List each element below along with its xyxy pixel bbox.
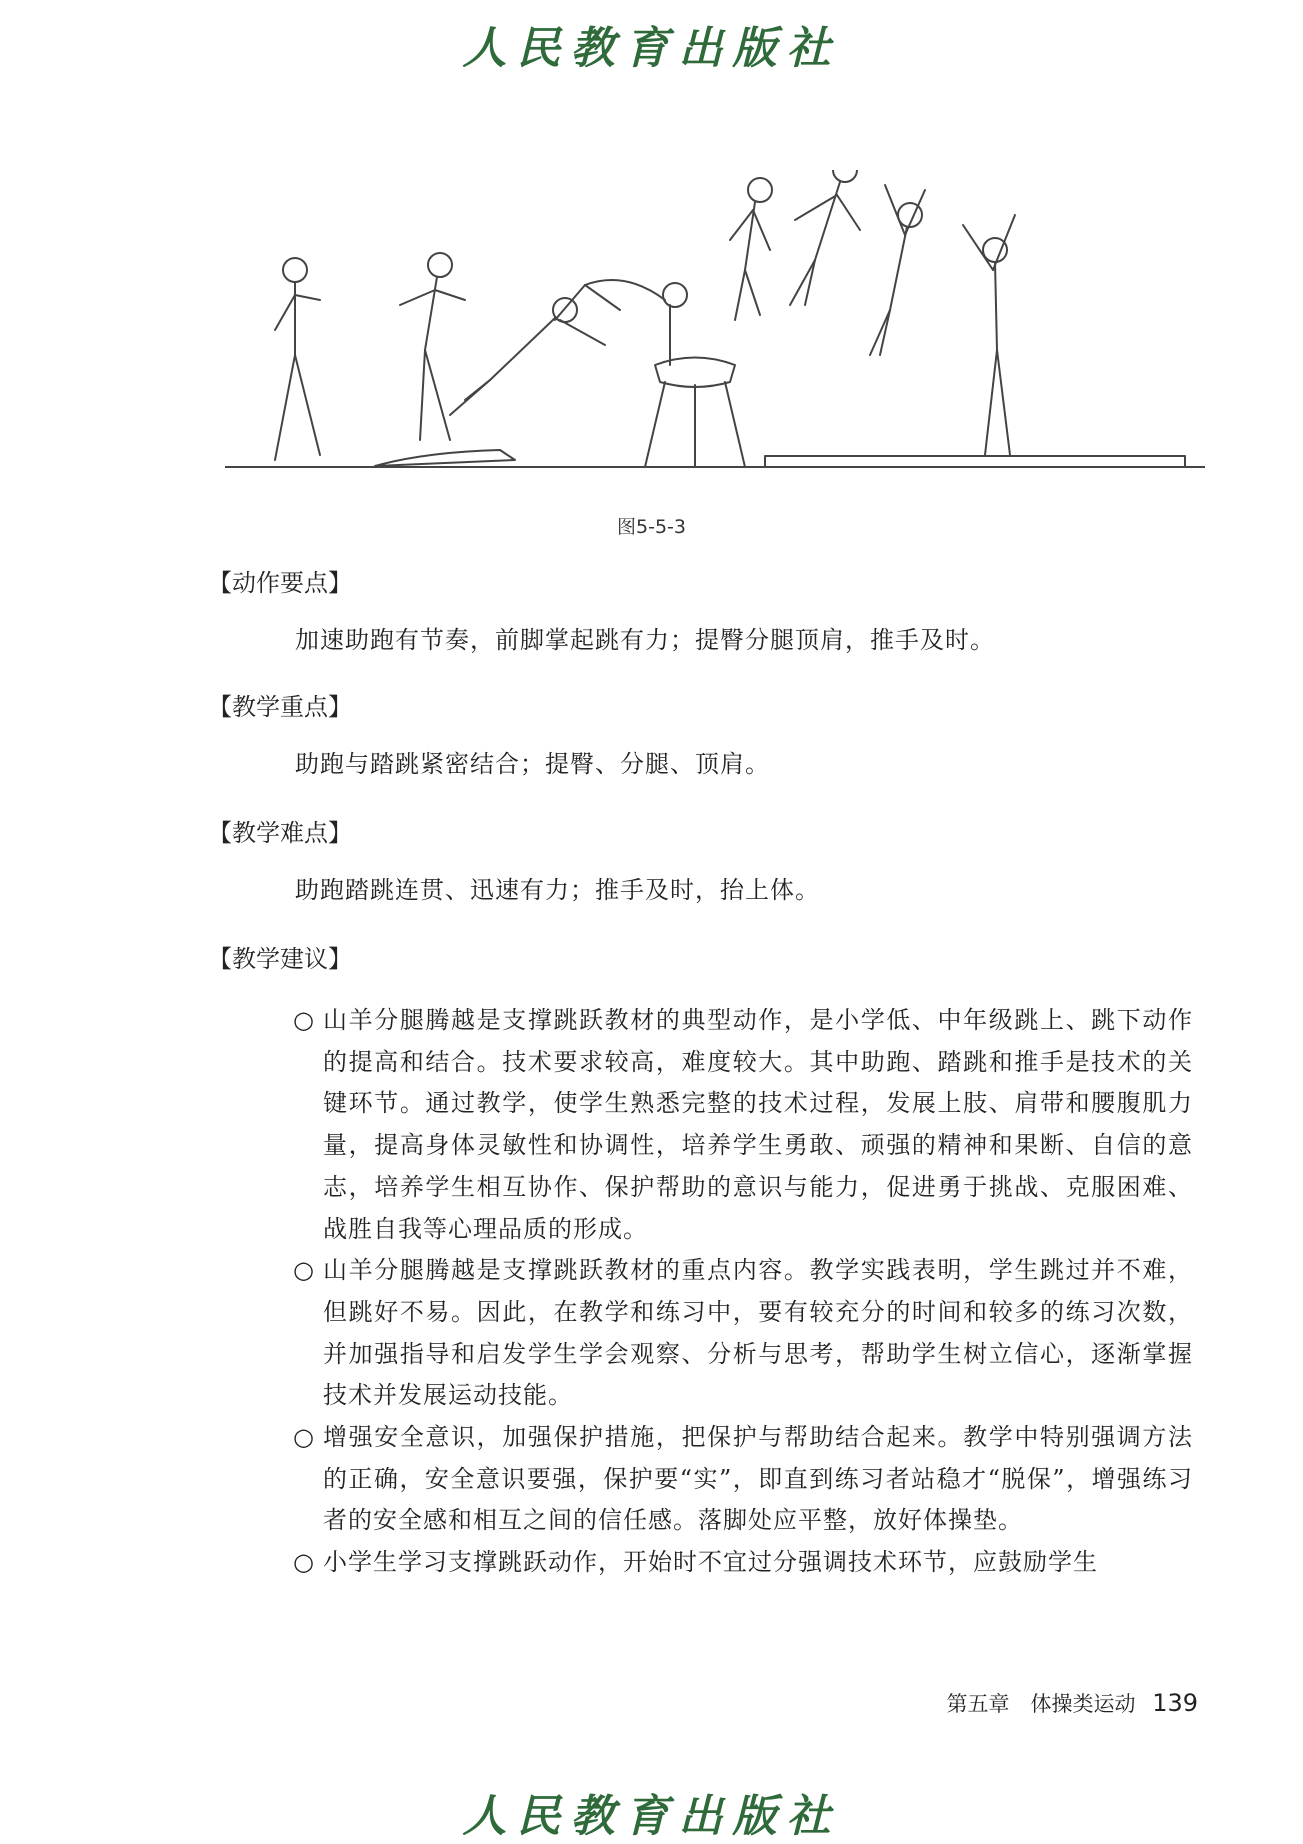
text-teaching-focus: 助跑与踏跳紧密结合；提臀、分腿、顶肩。 <box>295 750 770 778</box>
landing-mat <box>765 456 1185 467</box>
heading-teaching-suggestions: 【教学建议】 <box>208 945 352 973</box>
page-footer <box>947 1688 1199 1718</box>
gymnast-support <box>555 280 687 365</box>
list-item: ○ 小学生学习支撑跳跃动作，开始时不宜过分强调技术环节，应鼓励学生 <box>293 1542 1193 1584</box>
vault-illustration <box>225 170 1205 480</box>
list-item: ○ 增强安全意识，加强保护措施，把保护与帮助结合起来。教学中特别强调方法的正确，安全意识要强，保护要“实”，即直到练习者站稳才“脱保”，增强练习者的安全感和相互之间的信任感。落脚处应平整，放好体操垫。 <box>293 1417 1193 1542</box>
bullet-circle-icon: ○ <box>293 1423 315 1452</box>
gymnast-takeoff <box>400 253 465 440</box>
publisher-logo-top: 人民教育出版社 <box>462 23 841 74</box>
figure-caption: 图5-5-3 <box>617 516 686 538</box>
page-number: 139 <box>1152 1689 1198 1717</box>
text-teaching-difficulty: 助跑踏跳连贯、迅速有力；推手及时，抬上体。 <box>295 876 820 904</box>
publisher-logo-bottom: 人民教育出版社 <box>462 1791 841 1842</box>
gymnast-running <box>275 258 320 460</box>
bullet-circle-icon: ○ <box>293 1256 315 1285</box>
suggestions-list <box>293 1000 1193 1584</box>
bullet-circle-icon: ○ <box>293 1006 315 1034</box>
bullet-circle-icon: ○ <box>293 1548 315 1577</box>
list-item: ○ 山羊分腿腾越是支撑跳跃教材的典型动作，是小学低、中年级跳上、跳下动作的提高和结合。技术要求较高，难度较大。其中助跑、踏跳和推手是技术的关键环节。通过教学，使学生熟悉完整的技术过程，发展上肢、肩带和腰腹肌力量，提高身体灵敏性和协调性，培养学生勇敢、顽强的精神和果断、自信的意志，培养学生相互协作、保护帮助的意识与能力，促进勇于挑战、克服困难、战胜自我等心理品质的形成。 <box>293 1000 1193 1250</box>
gymnast-flight <box>450 298 605 415</box>
heading-key-points: 【动作要点】 <box>208 569 352 597</box>
chapter-title: 第五章 体操类运动 <box>946 1692 1136 1716</box>
gymnast-descending <box>870 185 925 355</box>
gymnast-landing <box>963 215 1015 455</box>
list-item: ○ 山羊分腿腾越是支撑跳跃教材的重点内容。教学实践表明，学生跳过并不难，但跳好不易。因此，在教学和练习中，要有较充分的时间和较多的练习次数，并加强指导和启发学生学会观察、分析与思考，帮助学生树立信心，逐渐掌握技术并发展运动技能。 <box>293 1250 1193 1417</box>
text-key-points: 加速助跑有节奏，前脚掌起跳有力；提臀分腿顶肩，推手及时。 <box>295 626 995 654</box>
gymnast-pushoff <box>730 178 772 320</box>
gymnast-extended <box>790 170 860 305</box>
vaulting-buck <box>645 358 745 468</box>
heading-teaching-focus: 【教学重点】 <box>208 693 352 721</box>
heading-teaching-difficulty: 【教学难点】 <box>208 819 352 847</box>
springboard <box>375 450 515 466</box>
